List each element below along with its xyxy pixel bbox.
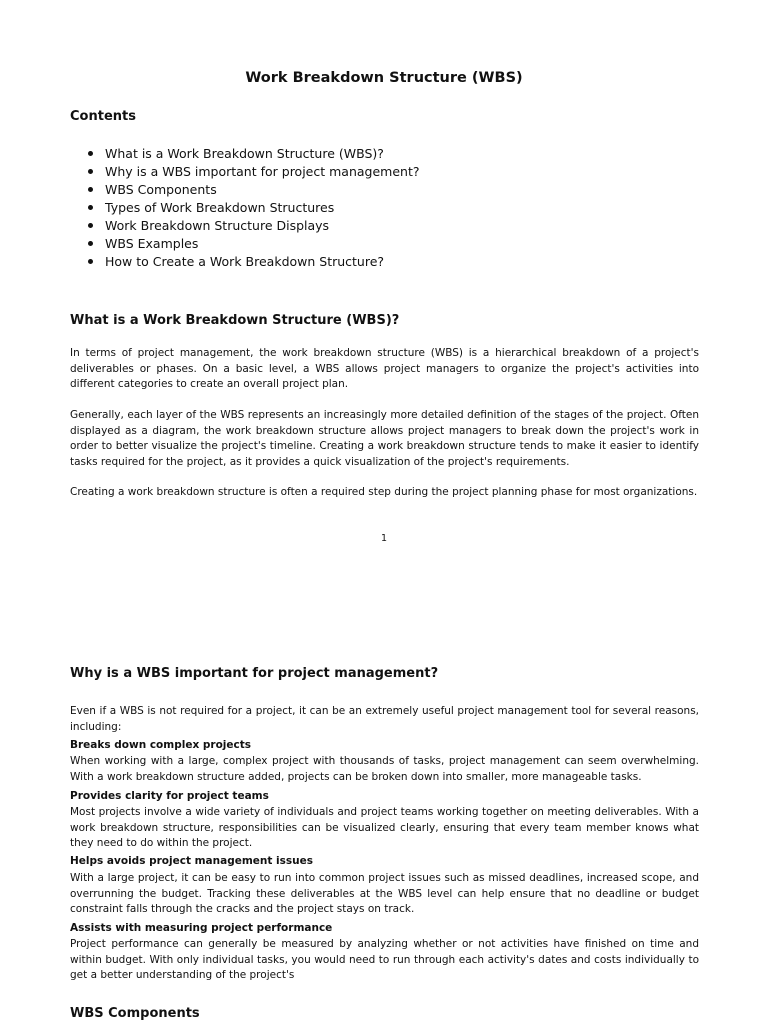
contents-heading: Contents bbox=[70, 109, 136, 124]
paragraph: Even if a WBS is not required for a project, it can be an extremely useful project management tool for several reasons, including: bbox=[70, 705, 699, 733]
toc-item-types-of-wbs[interactable]: Types of Work Breakdown Structures bbox=[70, 199, 419, 217]
paragraph: In terms of project management, the work breakdown structure (WBS) is a hierarchical breakdown of a project's deliverables or phases. On a basic level, a WBS allows project managers to organize the project's activities into different categories to create an overall project plan. bbox=[70, 347, 699, 390]
toc-item-why-wbs-important[interactable]: Why is a WBS important for project management? bbox=[70, 163, 419, 181]
reason-heading: Breaks down complex projects bbox=[70, 739, 252, 751]
table-of-contents bbox=[70, 145, 419, 271]
document-title: Work Breakdown Structure (WBS) bbox=[245, 70, 523, 86]
reason-text: Project performance can generally be measured by analyzing whether or not activities have finished on time and within budget. With only individual tasks, you would need to run through each activity's dates and costs individually to get a better understanding of the project's bbox=[70, 938, 699, 981]
toc-item-wbs-displays[interactable]: Work Breakdown Structure Displays bbox=[70, 217, 419, 235]
toc-item-what-is-wbs[interactable]: What is a Work Breakdown Structure (WBS)? bbox=[70, 145, 419, 163]
toc-item-how-to-create-wbs[interactable]: How to Create a Work Breakdown Structure? bbox=[70, 253, 419, 271]
reason-text: With a large project, it can be easy to run into common project issues such as missed deadlines, increased scope, and overrunning the budget. Tracking these deliverables at the WBS level can help ensure that no deadline or budget constraint falls through the cracks and the project stays on track. bbox=[70, 872, 699, 915]
reason-text: When working with a large, complex project with thousands of tasks, project management can seem overwhelming. With a work breakdown structure added, projects can be broken down into smaller, more manageable tasks. bbox=[70, 755, 699, 783]
paragraph: Generally, each layer of the WBS represents an increasingly more detailed definition of the stages of the project. Often displayed as a diagram, the work breakdown structure allows project managers to break down the project's work in order to better visualize the project's timeline. Creating a work breakdown structure tends to make it easier to identify tasks required for the project, as it provides a quick visualization of the project's requirements. bbox=[70, 409, 699, 468]
section-heading-why-wbs-important: Why is a WBS important for project management? bbox=[70, 666, 439, 681]
section-heading-wbs-components: WBS Components bbox=[70, 1006, 200, 1021]
paragraph: Creating a work breakdown structure is often a required step during the project planning phase for most organizations. bbox=[70, 486, 698, 498]
toc-item-wbs-components[interactable]: WBS Components bbox=[70, 181, 419, 199]
section-heading-what-is-wbs: What is a Work Breakdown Structure (WBS)? bbox=[70, 313, 400, 328]
toc-item-wbs-examples[interactable]: WBS Examples bbox=[70, 235, 419, 253]
page-number: 1 bbox=[380, 533, 388, 544]
reason-heading: Helps avoids project management issues bbox=[70, 855, 314, 867]
reason-text: Most projects involve a wide variety of individuals and project teams working together on meeting deliverables. With a work breakdown structure, responsibilities can be visualized clearly, ensuring that every team member knows what they need to do within the project. bbox=[70, 806, 699, 849]
reason-heading: Assists with measuring project performance bbox=[70, 922, 333, 934]
reason-heading: Provides clarity for project teams bbox=[70, 790, 269, 802]
